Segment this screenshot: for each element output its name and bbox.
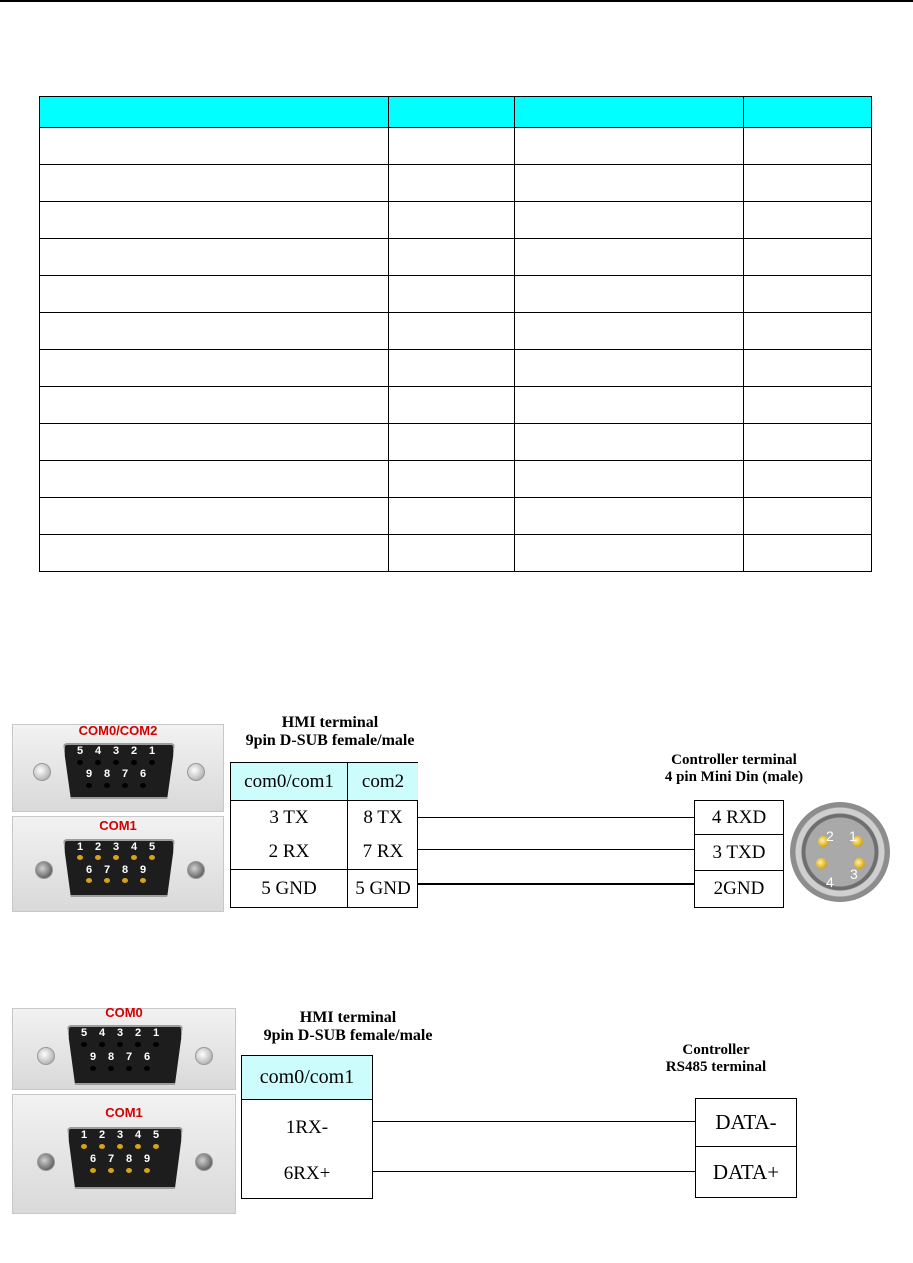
controller-terminal-title: Controller terminal 4 pin Mini Din (male) — [664, 752, 804, 785]
controller-pin-table — [694, 800, 784, 908]
table-row — [40, 535, 872, 572]
controller-pin-cell: 4 RXD — [695, 801, 783, 835]
com0-port-image — [12, 1005, 236, 1090]
pin-numbers-row2: 9 8 7 6 — [85, 768, 147, 780]
table-row — [40, 498, 872, 535]
screw-icon — [187, 861, 205, 879]
screw-icon — [195, 1047, 213, 1065]
com1-port-image — [12, 816, 224, 912]
com1-port-image — [12, 1094, 236, 1214]
table-header-row — [40, 97, 872, 128]
table-row — [40, 128, 872, 165]
port-label-com1: COM1 — [105, 1105, 143, 1120]
table-row — [40, 313, 872, 350]
hmi-pin-cell: 8 TX — [363, 807, 403, 828]
wire-gnd — [418, 883, 694, 885]
hmi-pin-cell: 1RX- — [285, 1117, 329, 1138]
pin-numbers-row1: 1 2 3 4 5 — [76, 841, 156, 853]
controller-pin-cell: 3 TXD — [695, 835, 783, 871]
pin-numbers-row2: 6 7 8 9 — [89, 1153, 151, 1165]
screw-icon — [33, 763, 51, 781]
screw-icon — [37, 1153, 55, 1171]
hmi-pin-table — [241, 1055, 373, 1199]
screw-icon — [195, 1153, 213, 1171]
table-row — [40, 276, 872, 313]
controller-pin-cell: DATA- — [696, 1099, 796, 1147]
hmi-pin-cell: 3 TX — [231, 801, 348, 835]
hmi-pin-cell: 2 RX — [231, 835, 348, 869]
screw-icon — [35, 861, 53, 879]
wire-rx-txd — [418, 849, 694, 850]
mini-din-connector-icon: 2 1 4 3 — [790, 802, 890, 902]
table-row — [40, 202, 872, 239]
port-label-com0: COM0 — [105, 1005, 143, 1020]
hmi-pin-cell: 5 GND — [231, 869, 348, 907]
pin-numbers-row2: 6 7 8 9 — [85, 864, 147, 876]
hmi-terminal-title: HMI terminal 9pin D-SUB female/male — [245, 714, 415, 749]
controller-rs485-title: Controller RS485 terminal — [665, 1042, 767, 1075]
table-row — [40, 424, 872, 461]
hmi-pin-cell: 5 GND — [348, 869, 418, 907]
pin-numbers-row2: 9 8 7 6 — [89, 1051, 151, 1063]
hmi-pin-cell: 7 RX — [362, 841, 404, 862]
controller-pin-cell: DATA+ — [712, 1159, 780, 1184]
hmi-terminal-title: HMI terminal 9pin D-SUB female/male — [263, 1009, 433, 1044]
table-row — [40, 461, 872, 498]
empty-table — [39, 96, 872, 572]
hmi-header-com0-com1: com0/com1 — [231, 763, 348, 801]
table-row — [40, 350, 872, 387]
controller-pin-table — [695, 1098, 797, 1198]
port-label-com0-com2: COM0/COM2 — [78, 723, 158, 738]
hmi-pin-cell: 6RX+ — [283, 1163, 331, 1184]
top-rule — [0, 0, 913, 2]
hmi-pin-table — [230, 762, 418, 908]
screw-icon — [37, 1047, 55, 1065]
port-label-com1: COM1 — [99, 818, 137, 833]
com0-com2-port-image — [12, 724, 224, 812]
screw-icon — [187, 763, 205, 781]
hmi-header-com2: com2 — [348, 763, 418, 801]
pin-numbers-row1: 5 4 3 2 1 — [76, 745, 156, 757]
wire-tx-rxd — [418, 817, 694, 818]
pin-numbers-row1: 5 4 3 2 1 — [80, 1027, 160, 1039]
pin-numbers-row1: 1 2 3 4 5 — [80, 1129, 160, 1141]
wire-rx-plus — [373, 1171, 695, 1172]
table-row — [40, 387, 872, 424]
hmi-header-com0-com1: com0/com1 — [242, 1056, 372, 1100]
table-row — [40, 165, 872, 202]
wire-rx-minus — [373, 1121, 695, 1122]
table-row — [40, 239, 872, 276]
controller-pin-cell: 2GND — [713, 878, 765, 899]
